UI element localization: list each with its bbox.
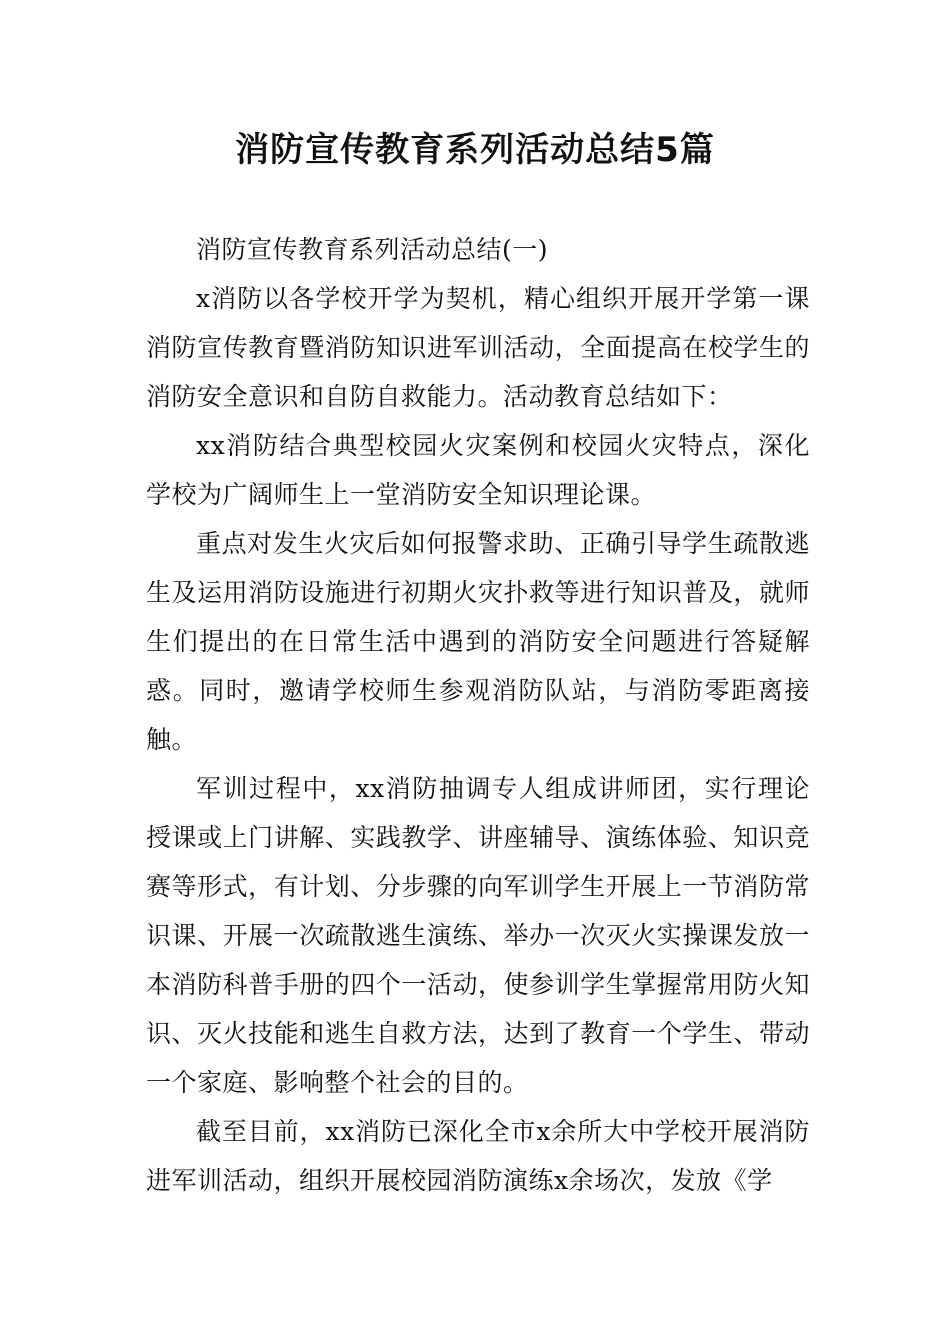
document-body	[146, 225, 810, 1205]
paragraph-theory-class: xx消防结合典型校园火灾案例和校园火灾特点，深化学校为广阔师生上一堂消防安全知识理论课。	[146, 431, 810, 509]
paragraph-intro: x消防以各学校开学为契机，精心组织开展开学第一课消防宣传教育暨消防知识进军训活动，全面提高在校学生的消防安全意识和自防自救能力。活动教育总结如下：	[146, 284, 810, 411]
document-title: 消防宣传教育系列活动总结5篇	[235, 130, 715, 170]
paragraph-progress: 截至目前，xx消防已深化全市x余所大中学校开展消防进军训活动，组织开展校园消防演练x余场次，发放《学	[146, 1117, 810, 1195]
paragraph-focus: 重点对发生火灾后如何报警求助、正确引导学生疏散逃生及运用消防设施进行初期火灾扑救等进行知识普及，就师生们提出的在日常生活中遇到的消防安全问题进行答疑解惑。同时，邀请学校师生参观消防队站，与消防零距离接触。	[146, 529, 810, 754]
section-heading: 消防宣传教育系列活动总结(一)	[196, 235, 549, 264]
paragraph-military-training: 军训过程中，xx消防抽调专人组成讲师团，实行理论授课或上门讲解、实践教学、讲座辅导、演练体验、知识竞赛等形式，有计划、分步骤的向军训学生开展上一节消防常识课、开展一次疏散逃生演练、举办一次灭火实操课发放一本消防科普手册的四个一活动，使参训学生掌握常用防火知识、灭火技能和逃生自救方法，达到了教育一个学生、带动一个家庭、影响整个社会的目的。	[146, 774, 810, 1097]
